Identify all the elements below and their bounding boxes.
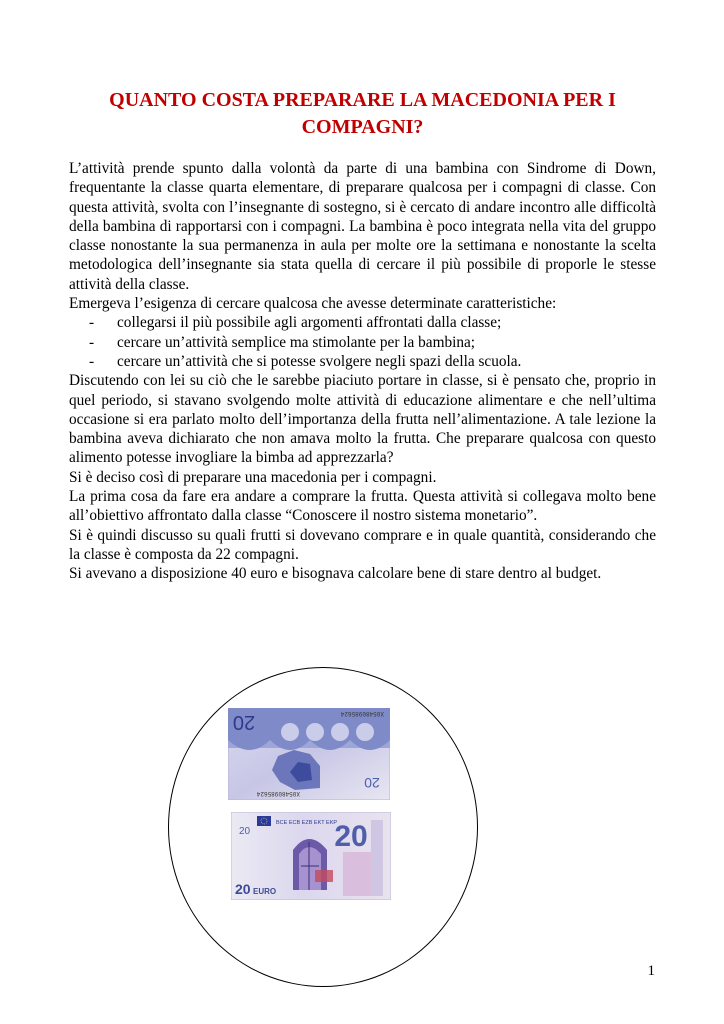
banknote-front-marks: BCE ECB EZB EKT EKP xyxy=(276,820,338,826)
banknote-back-image xyxy=(228,708,390,800)
banknote-front-value-topleft: 20 xyxy=(239,826,251,837)
requirements-list xyxy=(69,313,656,371)
page-number: 1 xyxy=(647,963,655,979)
discussion-paragraph: Discutendo con lei su ciò che le sarebbe piaciuto portare in classe, si è pensato che, proprio in quel periodo, si stavano svolgendo molte attività di educazione alimentare e che nell’ultima occasione si era parlato molto dell’importanza della frutta nell’alimentazione. A tale lezione la bambina aveva dichiarato che non amava molto la frutta. Che preparare qualcosa con questo alimento potesse invogliare la bimba ad apprezzarla? xyxy=(69,372,656,467)
list-item xyxy=(69,333,656,352)
banknote-back-serial: X05480985624 xyxy=(340,710,384,717)
budget-paragraph: Si avevano a disposizione 40 euro e bisognava calcolare bene di stare dentro al budget. xyxy=(69,565,602,583)
banknote-back-serial-top: X05480985624 xyxy=(256,790,300,797)
list-item-text: cercare un’attività semplice ma stimolante per la bambina; xyxy=(117,333,476,351)
bullet-dash: - xyxy=(89,352,95,370)
list-item xyxy=(69,352,656,371)
list-item-text: cercare un’attività che si potesse svolgere negli spazi della scuola. xyxy=(117,352,522,370)
bullet-dash: - xyxy=(89,333,95,351)
banknote-front-value: 20 xyxy=(334,820,368,853)
decision-paragraph: Si è deciso così di preparare una macedonia per i compagni. xyxy=(69,468,437,486)
document-body xyxy=(69,159,656,584)
fruits-paragraph: Si è quindi discusso su quali frutti si dovevano comprare e in quale quantità, considerando che la classe è composta da 22 compagni. xyxy=(69,526,656,563)
list-item-text: collegarsi il più possibile agli argomenti affrontati dalla classe; xyxy=(117,314,502,332)
banknote-front-value-small: 20 xyxy=(235,881,251,897)
bullet-dash: - xyxy=(89,314,95,332)
banknote-back-value: 20 xyxy=(232,711,256,733)
list-item xyxy=(69,313,656,332)
need-paragraph: Emergeva l’esigenza di cercare qualcosa che avesse determinate caratteristiche: xyxy=(69,295,557,313)
banknote-front-currency: EURO xyxy=(253,887,277,896)
first-step-paragraph: La prima cosa da fare era andare a comprare la frutta. Questa attività si collegava molto bene all’obiettivo affrontato dalla classe “Conoscere il nostro sistema monetario”. xyxy=(69,488,656,525)
banknote-back-value-small: 20 xyxy=(364,775,380,791)
page-title: QUANTO COSTA PREPARARE LA MACEDONIA PER I COMPAGNI? xyxy=(109,89,616,138)
banknote-front-image xyxy=(231,812,391,900)
intro-paragraph: L’attività prende spunto dalla volontà da parte di una bambina con Sindrome di Down, frequentante la classe quarta elementare, di preparare qualcosa per i compagni di classe. Con questa attività, svolta con l’insegnante di sostegno, si è cercato di andare incontro alle difficoltà della bambina di rapportarsi con i compagni. La bambina è poco integrata nella vita del gruppo classe nonostante la sua permanenza in aula per molte ore la settimana e nonostante la scelta metodologica dell’insegnante sia stata quella di cercare il più possibile di proporle le stesse attività della classe. xyxy=(69,160,656,293)
